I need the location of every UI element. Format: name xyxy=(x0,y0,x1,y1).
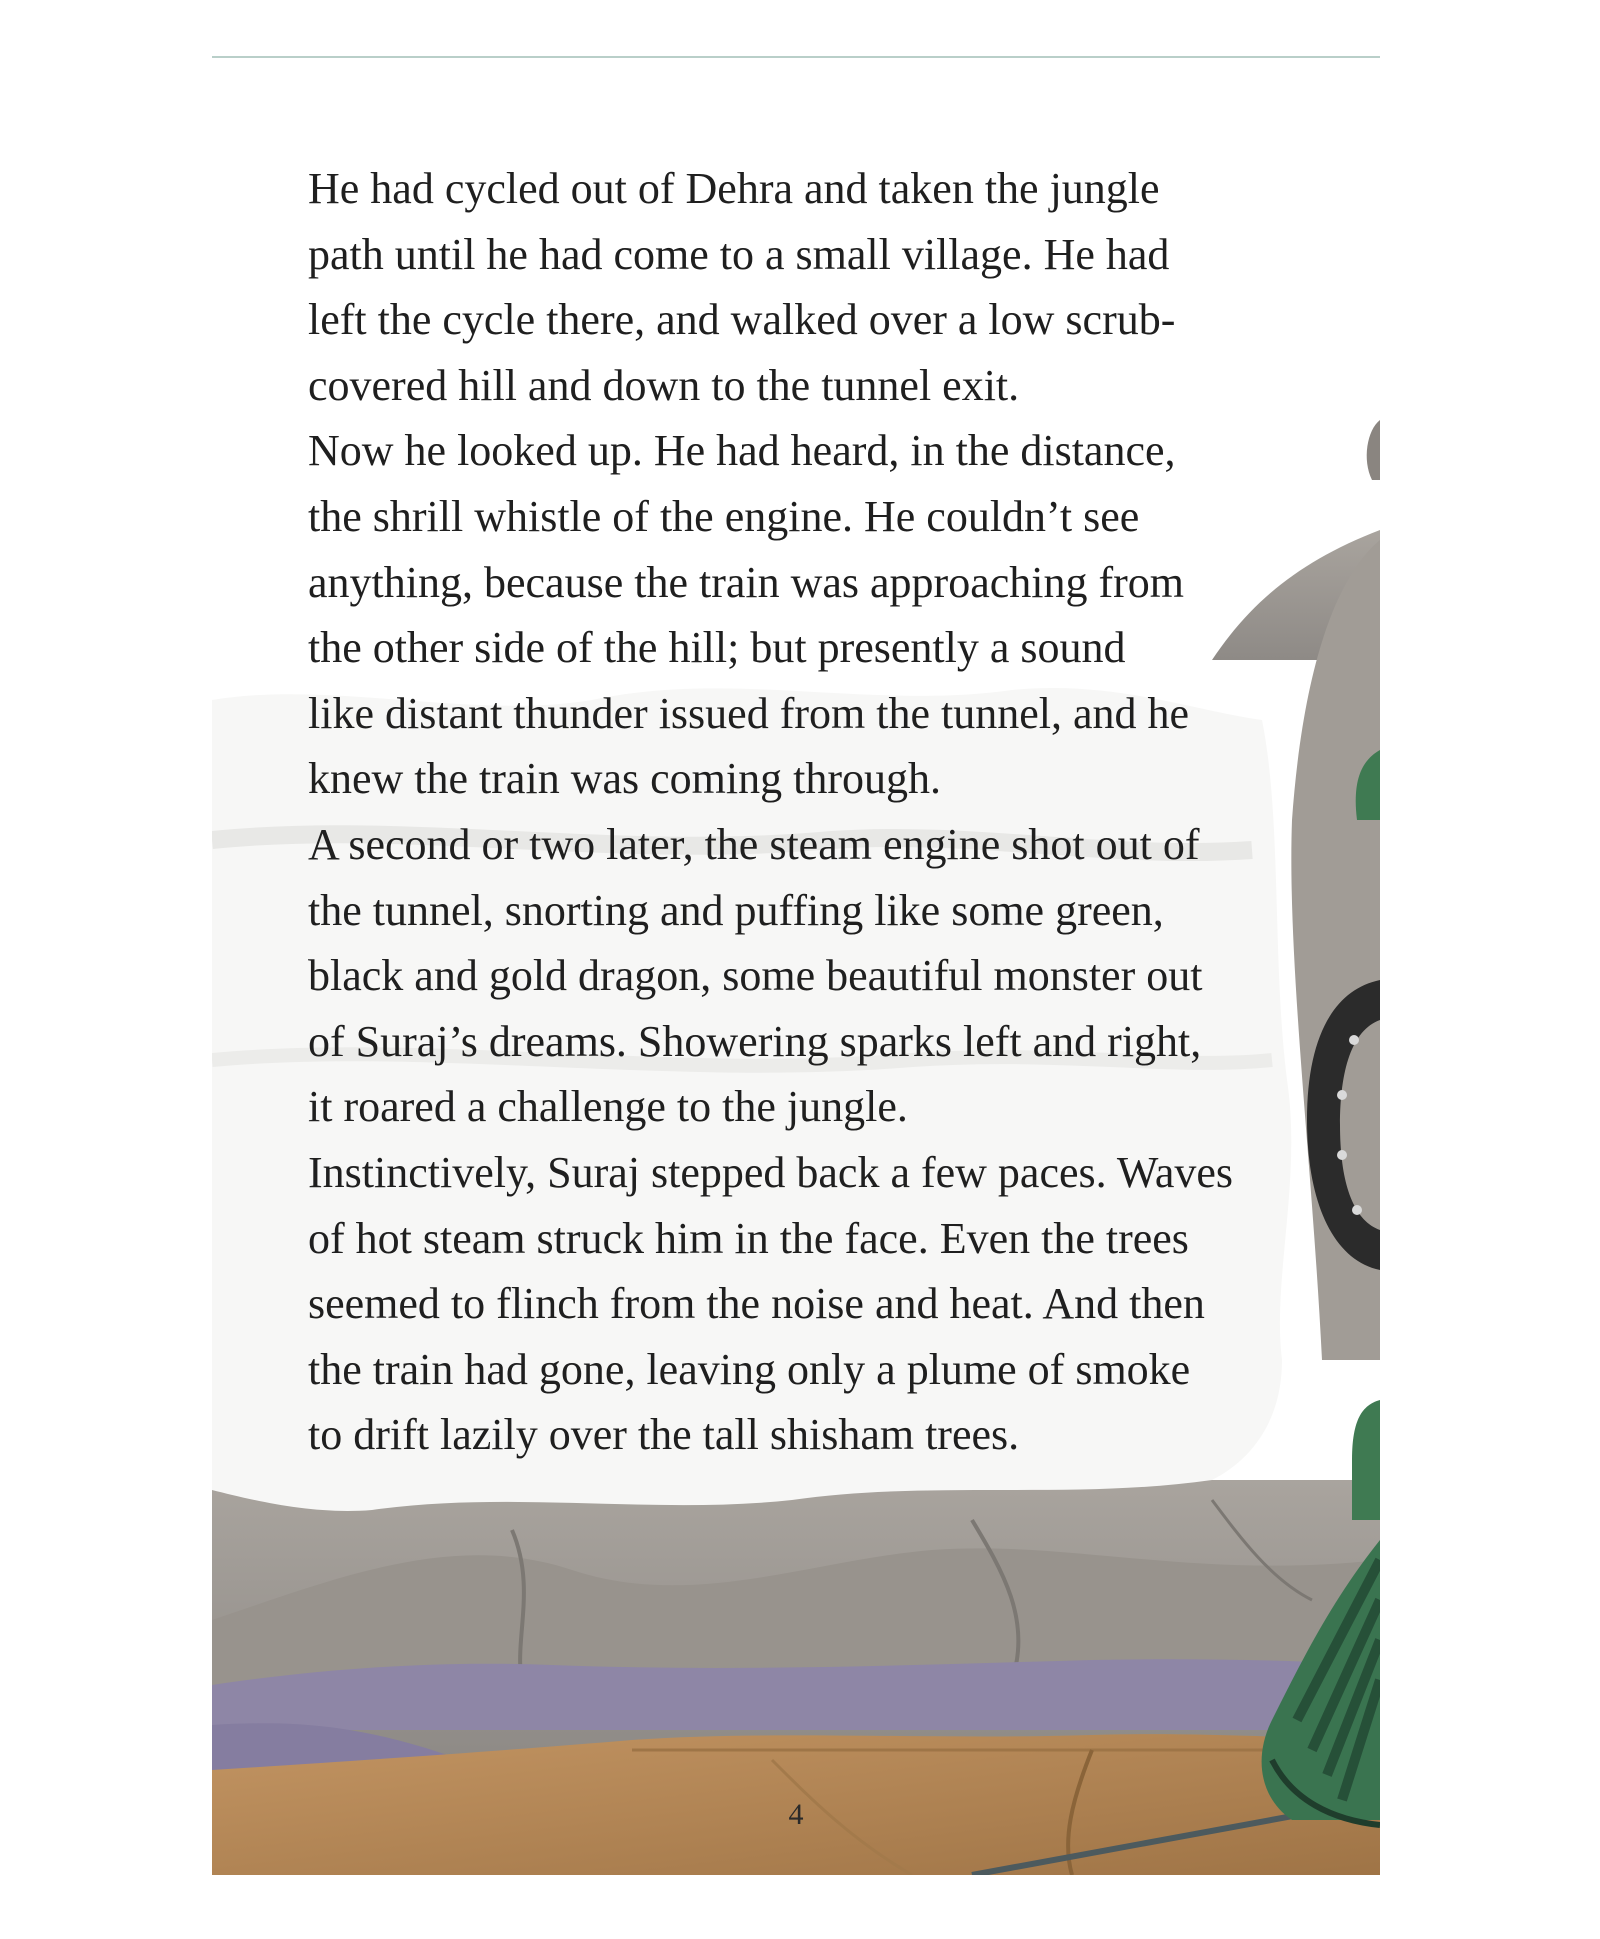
top-rule xyxy=(212,56,1380,58)
tunnel-edge xyxy=(1367,420,1380,480)
story-line: covered hill and down to the tunnel exit. xyxy=(308,360,1020,410)
story-line: path until he had come to a small village. He had xyxy=(308,229,1170,279)
story-line: He had cycled out of Dehra and taken the jungle xyxy=(308,164,1160,213)
story-text xyxy=(308,156,1308,1468)
story-line: anything, because the train was approaching from xyxy=(308,557,1185,607)
story-line: black and gold dragon, some beautiful monster out xyxy=(308,951,1203,1001)
story-line: A second or two later, the steam engine shot out of xyxy=(308,819,1200,869)
ground-purple xyxy=(212,1659,1380,1730)
story-line: seemed to flinch from the noise and heat. And then xyxy=(308,1279,1205,1329)
story-line: to drift lazily over the tall shisham trees. xyxy=(308,1410,1020,1460)
story-line: Now he looked up. He had heard, in the distance, xyxy=(308,426,1176,476)
story-line: the tunnel, snorting and puffing like some green, xyxy=(308,885,1164,935)
story-line: left the cycle there, and walked over a low scrub- xyxy=(308,295,1176,345)
story-line: Instinctively, Suraj stepped back a few paces. Waves xyxy=(308,1147,1234,1197)
story-line: the other side of the hill; but presently a sound xyxy=(308,623,1126,673)
story-line: like distant thunder issued from the tunnel, and he xyxy=(308,688,1190,738)
story-line: the train had gone, leaving only a plume of smoke xyxy=(308,1344,1191,1394)
story-line: of hot steam struck him in the face. Even the trees xyxy=(308,1213,1189,1263)
story-line: of Suraj’s dreams. Showering sparks left and right, xyxy=(308,1016,1202,1066)
page-number: 4 xyxy=(788,1798,804,1831)
story-line: knew the train was coming through. xyxy=(308,754,941,804)
story-line: it roared a challenge to the jungle. xyxy=(308,1082,908,1132)
story-line: the shrill whistle of the engine. He couldn’t see xyxy=(308,491,1140,541)
book-page xyxy=(212,60,1380,1875)
